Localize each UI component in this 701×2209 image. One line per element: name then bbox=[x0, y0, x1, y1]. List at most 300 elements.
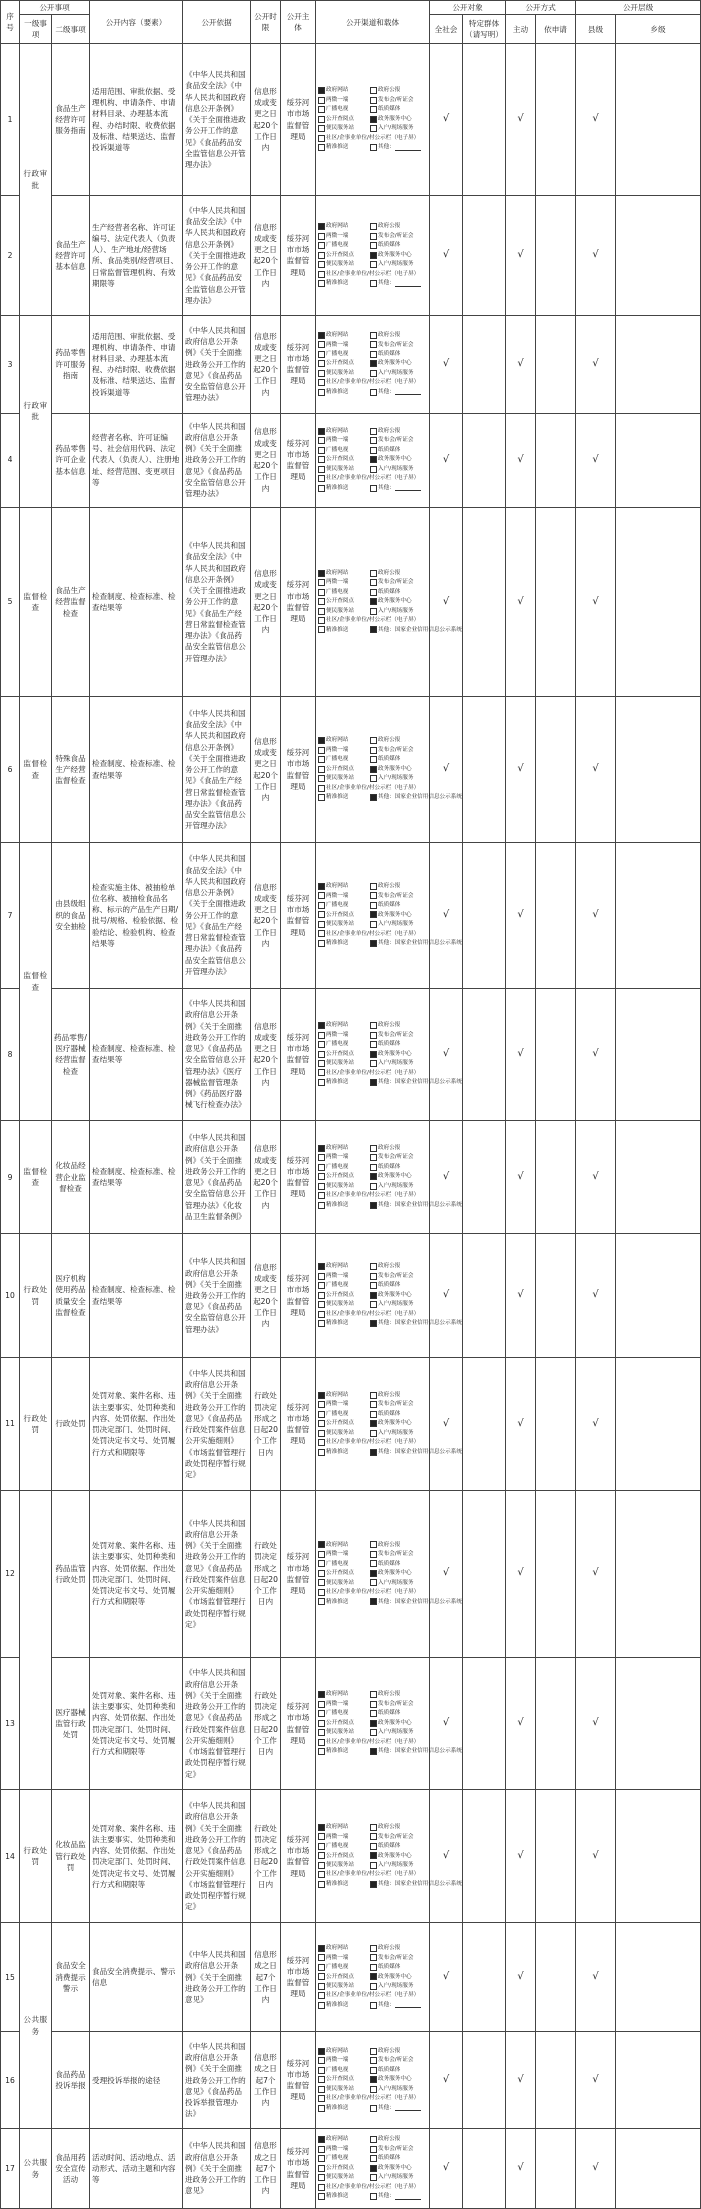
time-cell: 信息形成或变更之日起20个工作日内 bbox=[251, 842, 281, 988]
checkbox-gov_gazette[interactable] bbox=[370, 1263, 377, 1270]
checkbox-radio[interactable] bbox=[318, 1282, 325, 1289]
checkbox-radio[interactable] bbox=[318, 242, 325, 249]
checkbox-paper[interactable] bbox=[370, 106, 377, 113]
level-county-check: √ bbox=[576, 413, 616, 507]
mode-active-check: √ bbox=[506, 2032, 536, 2129]
checkbox-service[interactable] bbox=[370, 1720, 377, 1727]
checkbox-press[interactable] bbox=[370, 1273, 377, 1280]
checkbox-gov_gazette[interactable] bbox=[370, 2048, 377, 2055]
checkbox-community[interactable] bbox=[318, 2095, 325, 2102]
channel-label-hotline: 便民服务站 bbox=[326, 465, 354, 472]
channel-label-poster: 精准推送 bbox=[326, 2193, 349, 2200]
checkbox-paper[interactable] bbox=[370, 1282, 377, 1289]
channel-line bbox=[318, 2056, 427, 2065]
channel-line bbox=[318, 1598, 462, 1607]
checkbox-other[interactable] bbox=[370, 1449, 377, 1456]
checkbox-radio[interactable] bbox=[318, 1164, 325, 1171]
checkbox-press[interactable] bbox=[370, 2146, 377, 2153]
checkbox-board[interactable] bbox=[318, 252, 325, 259]
checkbox-other[interactable] bbox=[370, 794, 377, 801]
level-county-check: √ bbox=[576, 44, 616, 196]
checkbox-wechat[interactable] bbox=[318, 1954, 325, 1961]
checkbox-press[interactable] bbox=[370, 2057, 377, 2064]
channel-cell bbox=[316, 44, 430, 196]
checkbox-community[interactable] bbox=[318, 135, 325, 142]
checkbox-paper[interactable] bbox=[370, 351, 377, 358]
checkbox-gov_gazette[interactable] bbox=[370, 1945, 377, 1952]
checkbox-gov_site[interactable] bbox=[318, 332, 325, 339]
checkbox-wechat[interactable] bbox=[318, 1154, 325, 1161]
channel-label-gov_gazette: 政府公报 bbox=[378, 569, 401, 576]
checkbox-community[interactable] bbox=[318, 2184, 325, 2191]
checkbox-community[interactable] bbox=[318, 1739, 325, 1746]
checkbox-poster[interactable] bbox=[318, 794, 325, 801]
checkbox-poster[interactable] bbox=[318, 1320, 325, 1327]
checkbox-wechat[interactable] bbox=[318, 437, 325, 444]
mode-request-cell bbox=[536, 2032, 576, 2129]
checkbox-gov_site[interactable] bbox=[318, 1145, 325, 1152]
checkbox-community[interactable] bbox=[318, 785, 325, 792]
checkbox-service[interactable] bbox=[370, 1420, 377, 1427]
channel-line bbox=[318, 746, 427, 755]
checkbox-board[interactable] bbox=[318, 1570, 325, 1577]
checkbox-service[interactable] bbox=[370, 456, 377, 463]
channel-cell bbox=[316, 1657, 462, 1790]
channel-line bbox=[318, 455, 427, 464]
checkbox-press[interactable] bbox=[370, 97, 377, 104]
checkbox-service[interactable] bbox=[370, 2165, 377, 2172]
channel-cell bbox=[316, 1790, 462, 1923]
subject-cell: 绥芬河市市场监督管理局 bbox=[281, 1790, 316, 1923]
checkbox-door[interactable] bbox=[370, 2086, 377, 2093]
checkbox-hotline[interactable] bbox=[318, 1060, 325, 1067]
checkbox-door[interactable] bbox=[370, 466, 377, 473]
level-county-check: √ bbox=[576, 842, 616, 988]
checkbox-hotline[interactable] bbox=[318, 1430, 325, 1437]
checkbox-door[interactable] bbox=[370, 1183, 377, 1190]
checkbox-service[interactable] bbox=[370, 252, 377, 259]
checkbox-gov_site[interactable] bbox=[318, 1824, 325, 1831]
checkbox-gov_site[interactable] bbox=[318, 1691, 325, 1698]
checkbox-gov_gazette[interactable] bbox=[370, 737, 377, 744]
seq-cell: 7 bbox=[1, 842, 20, 988]
seq-cell: 3 bbox=[1, 315, 20, 413]
checkbox-gov_site[interactable] bbox=[318, 87, 325, 94]
checkbox-gov_site[interactable] bbox=[318, 2136, 325, 2143]
checkbox-service[interactable] bbox=[370, 2076, 377, 2083]
channel-label-paper: 纸质媒体 bbox=[378, 446, 401, 453]
checkbox-poster[interactable] bbox=[318, 940, 325, 947]
checkbox-hotline[interactable] bbox=[318, 125, 325, 132]
checkbox-wechat[interactable] bbox=[318, 1273, 325, 1280]
checkbox-other[interactable] bbox=[370, 389, 377, 396]
checkbox-community[interactable] bbox=[318, 1192, 325, 1199]
checkbox-wechat[interactable] bbox=[318, 233, 325, 240]
checkbox-poster[interactable] bbox=[318, 2105, 325, 2112]
table-row bbox=[1, 697, 701, 843]
checkbox-door[interactable] bbox=[370, 1983, 377, 1990]
channel-line bbox=[318, 474, 427, 483]
channel-line bbox=[318, 2104, 427, 2113]
checkbox-board[interactable] bbox=[318, 1292, 325, 1299]
checkbox-paper[interactable] bbox=[370, 1041, 377, 1048]
checkbox-paper[interactable] bbox=[370, 242, 377, 249]
checkbox-hotline[interactable] bbox=[318, 921, 325, 928]
checkbox-service[interactable] bbox=[370, 1173, 377, 1180]
checkbox-hotline[interactable] bbox=[318, 466, 325, 473]
time-cell: 信息形成之日起7个工作日内 bbox=[251, 1923, 281, 2032]
checkbox-poster[interactable] bbox=[318, 1079, 325, 1086]
checkbox-radio[interactable] bbox=[318, 756, 325, 763]
checkbox-poster[interactable] bbox=[318, 1881, 325, 1888]
checkbox-radio[interactable] bbox=[318, 1843, 325, 1850]
checkbox-paper[interactable] bbox=[370, 756, 377, 763]
checkbox-paper[interactable] bbox=[370, 1710, 377, 1717]
checkbox-service[interactable] bbox=[370, 598, 377, 605]
checkbox-gov_gazette[interactable] bbox=[370, 1691, 377, 1698]
checkbox-gov_site[interactable] bbox=[318, 1022, 325, 1029]
channel-label-other: 其他： bbox=[378, 2193, 395, 2200]
checkbox-hotline[interactable] bbox=[318, 261, 325, 268]
checkbox-board[interactable] bbox=[318, 360, 325, 367]
checkbox-paper[interactable] bbox=[370, 1843, 377, 1850]
checkbox-door[interactable] bbox=[370, 1301, 377, 1308]
checkbox-wechat[interactable] bbox=[318, 747, 325, 754]
checkbox-other[interactable] bbox=[370, 1881, 377, 1888]
checkbox-gov_gazette[interactable] bbox=[370, 1145, 377, 1152]
item-l1-cell: 公共服务 bbox=[20, 2129, 52, 2209]
subject-cell: 绥芬河市市场监督管理局 bbox=[281, 1234, 316, 1358]
channel-label-paper: 纸质媒体 bbox=[378, 1560, 401, 1567]
channel-line bbox=[318, 1944, 427, 1953]
checkbox-poster[interactable] bbox=[318, 2193, 325, 2200]
checkbox-hotline[interactable] bbox=[318, 1862, 325, 1869]
checkbox-gov_gazette[interactable] bbox=[370, 428, 377, 435]
channel-label-community: 社区/企事业单位/村公示栏（电子屏） bbox=[326, 1738, 420, 1745]
checkbox-gov_site[interactable] bbox=[318, 1263, 325, 1270]
checkbox-board[interactable] bbox=[318, 456, 325, 463]
checkbox-wechat[interactable] bbox=[318, 1551, 325, 1558]
channel-label-community: 社区/企事业单位/村公示栏（电子屏） bbox=[326, 1871, 420, 1878]
checkbox-board[interactable] bbox=[318, 116, 325, 123]
checkbox-gov_site[interactable] bbox=[318, 2048, 325, 2055]
checkbox-service[interactable] bbox=[370, 1570, 377, 1577]
checkbox-hotline[interactable] bbox=[318, 370, 325, 377]
checkbox-gov_site[interactable] bbox=[318, 570, 325, 577]
content-cell: 经营者名称、许可证编号、社会信用代码、法定代表人（负责人）、注册地址、经营范围、变更项目等 bbox=[90, 413, 183, 507]
checkbox-board[interactable] bbox=[318, 1852, 325, 1859]
checkbox-radio[interactable] bbox=[318, 447, 325, 454]
checkbox-press[interactable] bbox=[370, 341, 377, 348]
channel-label-paper: 纸质媒体 bbox=[378, 242, 401, 249]
checkbox-radio[interactable] bbox=[318, 2067, 325, 2074]
checkbox-community[interactable] bbox=[318, 1871, 325, 1878]
seq-cell: 16 bbox=[1, 2032, 20, 2129]
checkbox-paper[interactable] bbox=[370, 1964, 377, 1971]
table-body bbox=[1, 44, 701, 2209]
checkbox-wechat[interactable] bbox=[318, 1833, 325, 1840]
checkbox-door[interactable] bbox=[370, 775, 377, 782]
checkbox-press[interactable] bbox=[370, 1833, 377, 1840]
checkbox-community[interactable] bbox=[318, 1992, 325, 1999]
checkbox-other[interactable] bbox=[370, 2002, 377, 2009]
channel-other-text: 国家企业信用信息公示系统 bbox=[394, 939, 462, 946]
checkbox-poster[interactable] bbox=[318, 2002, 325, 2009]
channel-label-other: 其他： bbox=[378, 144, 395, 151]
checkbox-community[interactable] bbox=[318, 930, 325, 937]
checkbox-gov_gazette[interactable] bbox=[370, 1022, 377, 1029]
checkbox-gov_gazette[interactable] bbox=[370, 2136, 377, 2143]
checkbox-press[interactable] bbox=[370, 437, 377, 444]
mode-request-cell bbox=[536, 842, 576, 988]
checkbox-door[interactable] bbox=[370, 1060, 377, 1067]
channel-line bbox=[318, 1842, 427, 1851]
checkbox-other[interactable] bbox=[370, 626, 377, 633]
checkbox-gov_gazette[interactable] bbox=[370, 332, 377, 339]
checkbox-board[interactable] bbox=[318, 1051, 325, 1058]
checkbox-board[interactable] bbox=[318, 1973, 325, 1980]
checkbox-board[interactable] bbox=[318, 1173, 325, 1180]
checkbox-hotline[interactable] bbox=[318, 1983, 325, 1990]
checkbox-paper[interactable] bbox=[370, 1560, 377, 1567]
checkbox-gov_gazette[interactable] bbox=[370, 223, 377, 230]
checkbox-gov_site[interactable] bbox=[318, 737, 325, 744]
checkbox-poster[interactable] bbox=[318, 1598, 325, 1605]
checkbox-board[interactable] bbox=[318, 2076, 325, 2083]
checkbox-gov_site[interactable] bbox=[318, 1541, 325, 1548]
checkbox-other[interactable] bbox=[370, 1320, 377, 1327]
channel-label-wechat: 两微一端 bbox=[326, 1700, 349, 1707]
checkbox-poster[interactable] bbox=[318, 389, 325, 396]
checkbox-press[interactable] bbox=[370, 1954, 377, 1961]
channel-other-blank bbox=[395, 485, 421, 491]
channel-line bbox=[318, 588, 427, 597]
checkbox-paper[interactable] bbox=[370, 902, 377, 909]
checkbox-service[interactable] bbox=[370, 116, 377, 123]
checkbox-paper[interactable] bbox=[370, 2067, 377, 2074]
checkbox-hotline[interactable] bbox=[318, 1579, 325, 1586]
checkbox-door[interactable] bbox=[370, 370, 377, 377]
checkbox-community[interactable] bbox=[318, 1589, 325, 1596]
checkbox-wechat[interactable] bbox=[318, 892, 325, 899]
checkbox-other[interactable] bbox=[370, 280, 377, 287]
checkbox-gov_site[interactable] bbox=[318, 428, 325, 435]
checkbox-hotline[interactable] bbox=[318, 1729, 325, 1736]
checkbox-hotline[interactable] bbox=[318, 1183, 325, 1190]
checkbox-wechat[interactable] bbox=[318, 97, 325, 104]
checkbox-poster[interactable] bbox=[318, 280, 325, 287]
checkbox-press[interactable] bbox=[370, 1401, 377, 1408]
checkbox-board[interactable] bbox=[318, 766, 325, 773]
checkbox-press[interactable] bbox=[370, 579, 377, 586]
checkbox-board[interactable] bbox=[318, 911, 325, 918]
checkbox-service[interactable] bbox=[370, 911, 377, 918]
checkbox-door[interactable] bbox=[370, 1862, 377, 1869]
basis-cell: 《中华人民共和国食品安全法》《中华人民共和国政府信息公开条例》《关于全面推进政务公开工作的意见》《食品生产经营日常监督检查管理办法》《食品药品安全监管信息公开管理办法》 bbox=[183, 507, 251, 697]
checkbox-gov_gazette[interactable] bbox=[370, 1541, 377, 1548]
checkbox-wechat[interactable] bbox=[318, 579, 325, 586]
channel-label-press: 发布会/听证会 bbox=[378, 437, 414, 444]
channel-cell bbox=[316, 697, 462, 843]
channel-label-press: 发布会/听证会 bbox=[378, 96, 414, 103]
table-row bbox=[1, 507, 701, 697]
checkbox-other[interactable] bbox=[370, 1079, 377, 1086]
channel-label-door: 入户/现场服务 bbox=[378, 1862, 414, 1868]
channel-label-press: 发布会/听证会 bbox=[378, 1833, 414, 1840]
checkbox-radio[interactable] bbox=[318, 1041, 325, 1048]
checkbox-community[interactable] bbox=[318, 271, 325, 278]
checkbox-door[interactable] bbox=[370, 1430, 377, 1437]
checkbox-radio[interactable] bbox=[318, 1411, 325, 1418]
checkbox-press[interactable] bbox=[370, 747, 377, 754]
channel-label-service: 政务服务中心 bbox=[378, 1852, 412, 1859]
checkbox-door[interactable] bbox=[370, 125, 377, 132]
checkbox-board[interactable] bbox=[318, 1420, 325, 1427]
checkbox-paper[interactable] bbox=[370, 1164, 377, 1171]
checkbox-community[interactable] bbox=[318, 1311, 325, 1318]
checkbox-gov_gazette[interactable] bbox=[370, 1392, 377, 1399]
checkbox-poster[interactable] bbox=[318, 1748, 325, 1755]
level-county-check: √ bbox=[576, 315, 616, 413]
checkbox-radio[interactable] bbox=[318, 106, 325, 113]
checkbox-door[interactable] bbox=[370, 261, 377, 268]
checkbox-other[interactable] bbox=[370, 940, 377, 947]
mode-active-check: √ bbox=[506, 1121, 536, 1234]
checkbox-wechat[interactable] bbox=[318, 1032, 325, 1039]
channel-label-gov_site: 政府网站 bbox=[326, 883, 349, 890]
checkbox-wechat[interactable] bbox=[318, 341, 325, 348]
checkbox-wechat[interactable] bbox=[318, 2146, 325, 2153]
channel-label-hotline: 便民服务站 bbox=[326, 2085, 354, 2092]
checkbox-wechat[interactable] bbox=[318, 1701, 325, 1708]
mode-request-cell bbox=[536, 988, 576, 1121]
checkbox-service[interactable] bbox=[370, 1292, 377, 1299]
checkbox-other[interactable] bbox=[370, 485, 377, 492]
checkbox-paper[interactable] bbox=[370, 589, 377, 596]
checkbox-poster[interactable] bbox=[318, 626, 325, 633]
checkbox-poster[interactable] bbox=[318, 485, 325, 492]
checkbox-service[interactable] bbox=[370, 1051, 377, 1058]
checkbox-radio[interactable] bbox=[318, 351, 325, 358]
checkbox-radio[interactable] bbox=[318, 2155, 325, 2162]
checkbox-gov_site[interactable] bbox=[318, 883, 325, 890]
checkbox-poster[interactable] bbox=[318, 1449, 325, 1456]
checkbox-press[interactable] bbox=[370, 1701, 377, 1708]
checkbox-radio[interactable] bbox=[318, 589, 325, 596]
checkbox-hotline[interactable] bbox=[318, 1301, 325, 1308]
checkbox-radio[interactable] bbox=[318, 902, 325, 909]
checkbox-door[interactable] bbox=[370, 1579, 377, 1586]
checkbox-radio[interactable] bbox=[318, 1710, 325, 1717]
checkbox-service[interactable] bbox=[370, 1973, 377, 1980]
checkbox-press[interactable] bbox=[370, 892, 377, 899]
checkbox-wechat[interactable] bbox=[318, 1401, 325, 1408]
checkbox-press[interactable] bbox=[370, 233, 377, 240]
checkbox-paper[interactable] bbox=[370, 2155, 377, 2162]
checkbox-door[interactable] bbox=[370, 2174, 377, 2181]
checkbox-other[interactable] bbox=[370, 2105, 377, 2112]
checkbox-hotline[interactable] bbox=[318, 2174, 325, 2181]
channel-label-service: 政务服务中心 bbox=[378, 115, 412, 122]
basis-cell: 《中华人民共和国政府信息公开条例》《关于全面推进政务公开工作的意见》《食品药品安全监管信息公开管理办法》《化妆品卫生监督条例》 bbox=[183, 1121, 251, 1234]
checkbox-community[interactable] bbox=[318, 617, 325, 624]
level-town-cell bbox=[616, 1790, 701, 1923]
checkbox-gov_site[interactable] bbox=[318, 1392, 325, 1399]
checkbox-service[interactable] bbox=[370, 360, 377, 367]
checkbox-other[interactable] bbox=[370, 2193, 377, 2200]
mode-active-check: √ bbox=[506, 1234, 536, 1358]
subject-cell: 绥芬河市市场监督管理局 bbox=[281, 196, 316, 316]
checkbox-community[interactable] bbox=[318, 1069, 325, 1076]
channel-cell bbox=[316, 2032, 430, 2129]
checkbox-other[interactable] bbox=[370, 144, 377, 151]
checkbox-service[interactable] bbox=[370, 766, 377, 773]
checkbox-other[interactable] bbox=[370, 1748, 377, 1755]
checkbox-community[interactable] bbox=[318, 379, 325, 386]
checkbox-other[interactable] bbox=[370, 1202, 377, 1209]
checkbox-gov_gazette[interactable] bbox=[370, 1824, 377, 1831]
checkbox-hotline[interactable] bbox=[318, 2086, 325, 2093]
channel-line bbox=[318, 1291, 427, 1300]
channel-label-gov_site: 政府网站 bbox=[326, 1691, 349, 1698]
content-cell: 生产经营者名称、许可证编号、法定代表人（负责人）、生产地址/经营场所、食品类别/经营项目、日常监督管理机构、有效期限等 bbox=[90, 196, 183, 316]
checkbox-paper[interactable] bbox=[370, 447, 377, 454]
channel-label-paper: 纸质媒体 bbox=[378, 1041, 401, 1048]
channel-other-text: 国家企业信用信息公示系统 bbox=[394, 1598, 462, 1605]
checkbox-wechat[interactable] bbox=[318, 2057, 325, 2064]
checkbox-gov_gazette[interactable] bbox=[370, 570, 377, 577]
checkbox-gov_gazette[interactable] bbox=[370, 87, 377, 94]
checkbox-poster[interactable] bbox=[318, 144, 325, 151]
checkbox-board[interactable] bbox=[318, 1720, 325, 1727]
checkbox-radio[interactable] bbox=[318, 1560, 325, 1567]
channel-label-community: 社区/企事业单位/村公示栏（电子屏） bbox=[326, 930, 420, 937]
level-town-cell bbox=[616, 697, 701, 843]
checkbox-board[interactable] bbox=[318, 2165, 325, 2172]
checkbox-door[interactable] bbox=[370, 921, 377, 928]
checkbox-door[interactable] bbox=[370, 608, 377, 615]
checkbox-community[interactable] bbox=[318, 475, 325, 482]
checkbox-service[interactable] bbox=[370, 1852, 377, 1859]
channel-line bbox=[318, 1982, 427, 1991]
channel-label-board: 公开查阅点 bbox=[326, 598, 354, 605]
seq-cell: 14 bbox=[1, 1790, 20, 1923]
channel-label-hotline: 便民服务站 bbox=[326, 1060, 354, 1067]
checkbox-gov_gazette[interactable] bbox=[370, 883, 377, 890]
checkbox-gov_site[interactable] bbox=[318, 1945, 325, 1952]
basis-cell: 《中华人民共和国食品安全法》《中华人民共和国政府信息公开条例》《关于全面推进政务公开工作的意见》《食品药品安全监管信息公开管理办法》 bbox=[183, 196, 251, 316]
checkbox-board[interactable] bbox=[318, 598, 325, 605]
checkbox-other[interactable] bbox=[370, 1598, 377, 1605]
item-l2-cell: 医疗器械监管行政处罚 bbox=[52, 1657, 90, 1790]
checkbox-poster[interactable] bbox=[318, 1202, 325, 1209]
checkbox-gov_site[interactable] bbox=[318, 223, 325, 230]
checkbox-community[interactable] bbox=[318, 1439, 325, 1446]
checkbox-press[interactable] bbox=[370, 1551, 377, 1558]
channel-other-text: 国家企业信用信息公示系统 bbox=[394, 1448, 462, 1455]
checkbox-hotline[interactable] bbox=[318, 608, 325, 615]
basis-cell: 《中华人民共和国政府信息公开条例》《关于全面推进政务公开工作的意见》《食品药品安全监管信息公开管理办法》 bbox=[183, 1234, 251, 1358]
channel-label-gov_site: 政府网站 bbox=[326, 737, 349, 744]
checkbox-hotline[interactable] bbox=[318, 775, 325, 782]
checkbox-radio[interactable] bbox=[318, 1964, 325, 1971]
item-l2-cell: 医疗机构使用药品质量安全监督检查 bbox=[52, 1234, 90, 1358]
channel-label-hotline: 便民服务站 bbox=[326, 261, 354, 268]
checkbox-press[interactable] bbox=[370, 1154, 377, 1161]
checkbox-paper[interactable] bbox=[370, 1411, 377, 1418]
checkbox-press[interactable] bbox=[370, 1032, 377, 1039]
checkbox-door[interactable] bbox=[370, 1729, 377, 1736]
